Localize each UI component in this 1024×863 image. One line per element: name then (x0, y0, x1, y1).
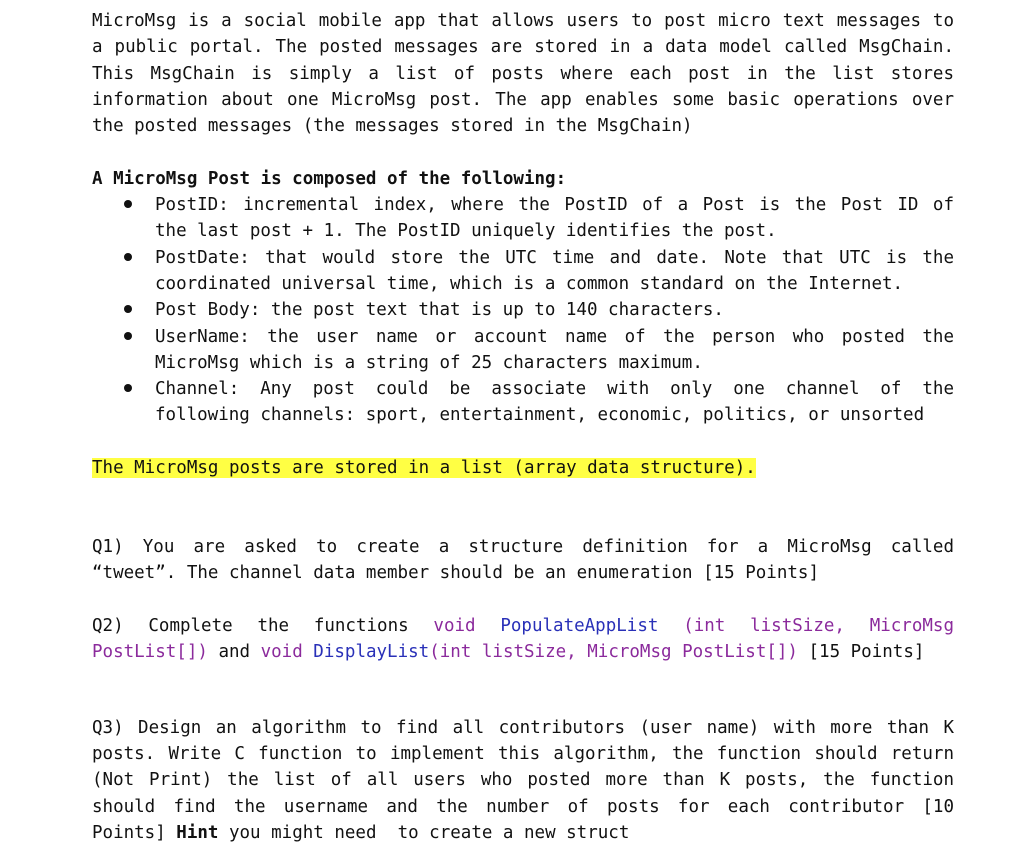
intro-line: a public portal. The posted messages are stored in a data model called MsgChain. (92, 37, 954, 58)
q3-line-last: Points] Hint you might need to create a new struct (92, 822, 630, 843)
list-item: PostID: incremental index, where the PostID of a Post is the Post ID of the last post + 1. The PostID uniquely identifies the post. (92, 192, 954, 245)
intro-line: MicroMsg is a social mobile app that allows users to post micro text messages to (92, 11, 954, 31)
post-fields-list (92, 192, 954, 429)
q3-line: (Not Print) the list of all users who posted more than K posts, the function (92, 770, 954, 791)
list-item: UserName: the user name or account name of the person who posted the MicroMsg which is a string of 25 characters maximum. (92, 324, 954, 377)
bullet-icon (124, 305, 132, 313)
bullet-icon (124, 200, 132, 208)
q1-line: “tweet”. The channel data member should be an enumeration [15 Points] (92, 563, 819, 584)
document-body (92, 8, 954, 846)
hint-label: Hint (176, 822, 219, 843)
bullet-icon (124, 253, 132, 261)
highlighted-note: The MicroMsg posts are stored in a list (array data structure). (92, 458, 756, 479)
list-item: PostDate: that would store the UTC time and date. Note that UTC is the coordinated universal time, which is a common standard on the Internet. (92, 245, 954, 298)
list-item: Channel: Any post could be associate with only one channel of the following channels: sport, entertainment, economic, politics, or unsorted (92, 376, 954, 429)
intro-line: information about one MicroMsg post. The app enables some basic operations over (92, 89, 954, 110)
q3-line: posts. Write C function to implement this algorithm, the function should return (92, 744, 954, 765)
q1-line: Q1) You are asked to create a structure definition for a MicroMsg called (92, 536, 954, 557)
list-item: Post Body: the post text that is up to 140 characters. (92, 297, 954, 323)
intro-line: This MsgChain is simply a list of posts where each post in the list stores (92, 63, 954, 84)
q2-line-1: Q2) Complete the functions void PopulateAppList (int listSize, MicroMsg (92, 615, 954, 636)
bullet-icon (124, 384, 132, 392)
post-heading: A MicroMsg Post is composed of the following: (92, 168, 567, 189)
q3-line: Q3) Design an algorithm to find all contributors (user name) with more than K (92, 717, 954, 738)
q2-line-2: PostList[]) and void DisplayList(int listSize, MicroMsg PostList[]) [15 Points] (92, 642, 925, 663)
q3-line: should find the username and the number of posts for each contributor [10 (92, 796, 954, 817)
intro-line: the posted messages (the messages stored in the MsgChain) (92, 116, 693, 137)
bullet-icon (124, 332, 132, 340)
